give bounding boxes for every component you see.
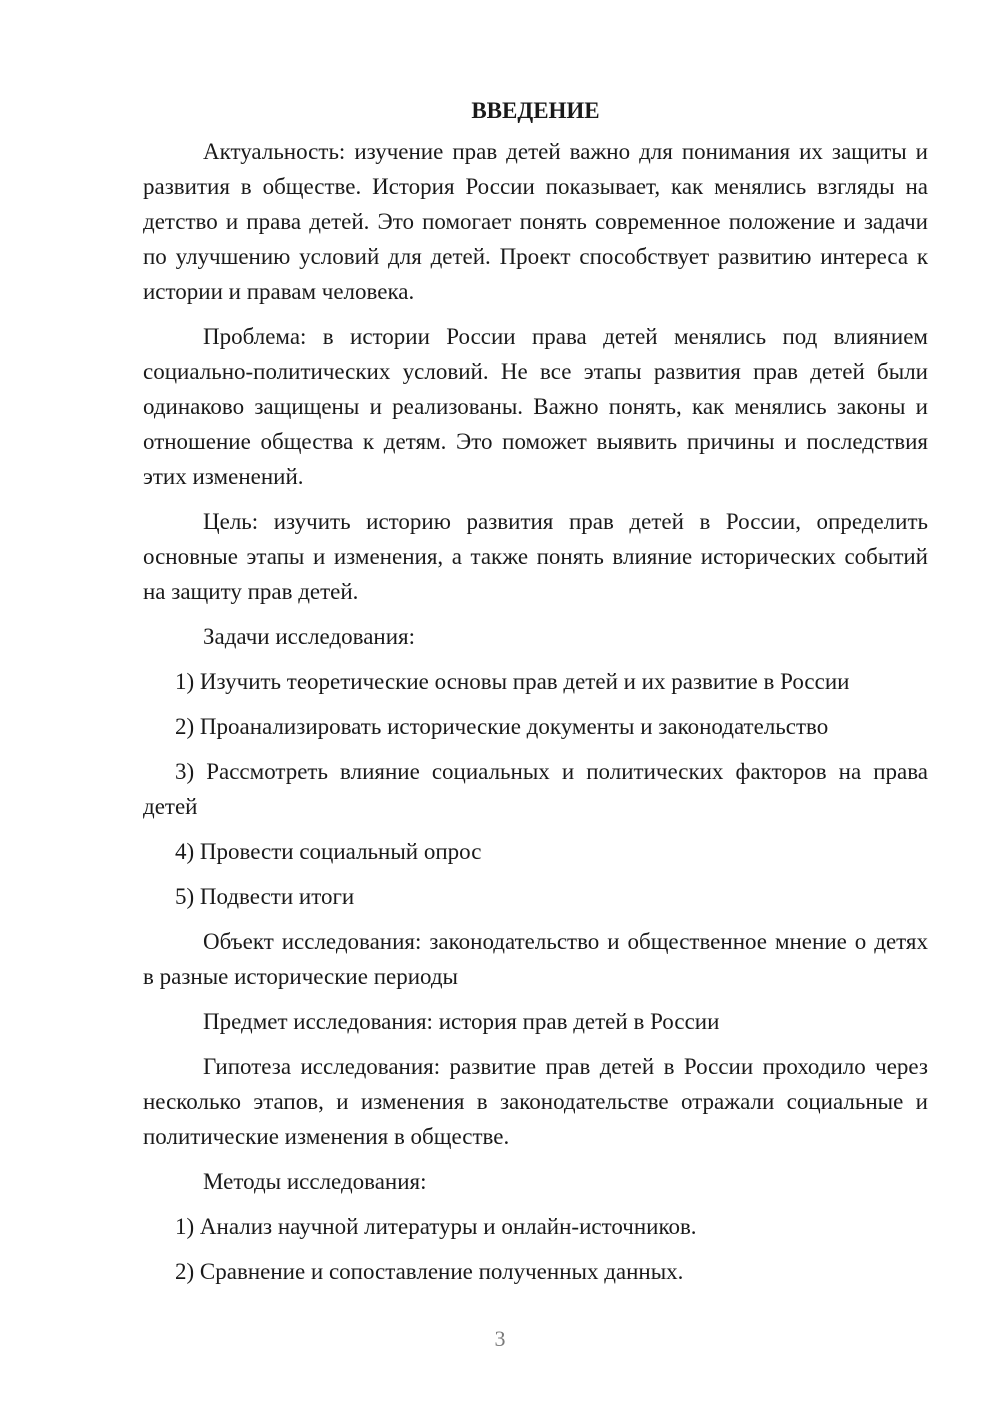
tasks-heading: Задачи исследования: (203, 624, 416, 649)
method-item: 2) Сравнение и сопоставление полученных данных. (175, 1259, 684, 1284)
task-item: 4) Провести социальный опрос (175, 839, 482, 864)
relevance-paragraph: Актуальность: изучение прав детей важно для понимания их защиты и развития в обществе. История России показывает, как менялись взгляды на детство и права детей. Это помогает понять современное положение и задачи по улучшению условий для детей. Проект способствует развитию интереса к истории и правам человека. (143, 139, 928, 304)
subject-paragraph: Предмет исследования: история прав детей в России (203, 1009, 720, 1034)
task-item: 5) Подвести итоги (175, 884, 355, 909)
methods-heading: Методы исследования: (203, 1169, 427, 1194)
task-item: 3) Рассмотреть влияние социальных и политических факторов на права детей (143, 759, 928, 819)
section-title: ВВЕДЕНИЕ (471, 98, 600, 123)
document-page (143, 93, 928, 1299)
problem-paragraph: Проблема: в истории России права детей менялись под влиянием социально-политических условий. Не все этапы развития прав детей были одинаково защищены и реализованы. Важно понять, как менялись законы и отношение общества к детям. Это поможет выявить причины и последствия этих изменений. (143, 324, 928, 489)
task-item: 2) Проанализировать исторические документы и законодательство (175, 714, 829, 739)
hypothesis-paragraph: Гипотеза исследования: развитие прав детей в России проходило через несколько этапов, и изменения в законодательстве отражали социальные и политические изменения в обществе. (143, 1054, 928, 1149)
goal-paragraph: Цель: изучить историю развития прав детей в России, определить основные этапы и изменения, а также понять влияние исторических событий на защиту прав детей. (143, 509, 928, 604)
page-number: 3 (494, 1326, 506, 1351)
object-paragraph: Объект исследования: законодательство и общественное мнение о детях в разные исторические периоды (143, 929, 928, 989)
method-item: 1) Анализ научной литературы и онлайн-источников. (175, 1214, 697, 1239)
task-item: 1) Изучить теоретические основы прав детей и их развитие в России (175, 669, 850, 694)
